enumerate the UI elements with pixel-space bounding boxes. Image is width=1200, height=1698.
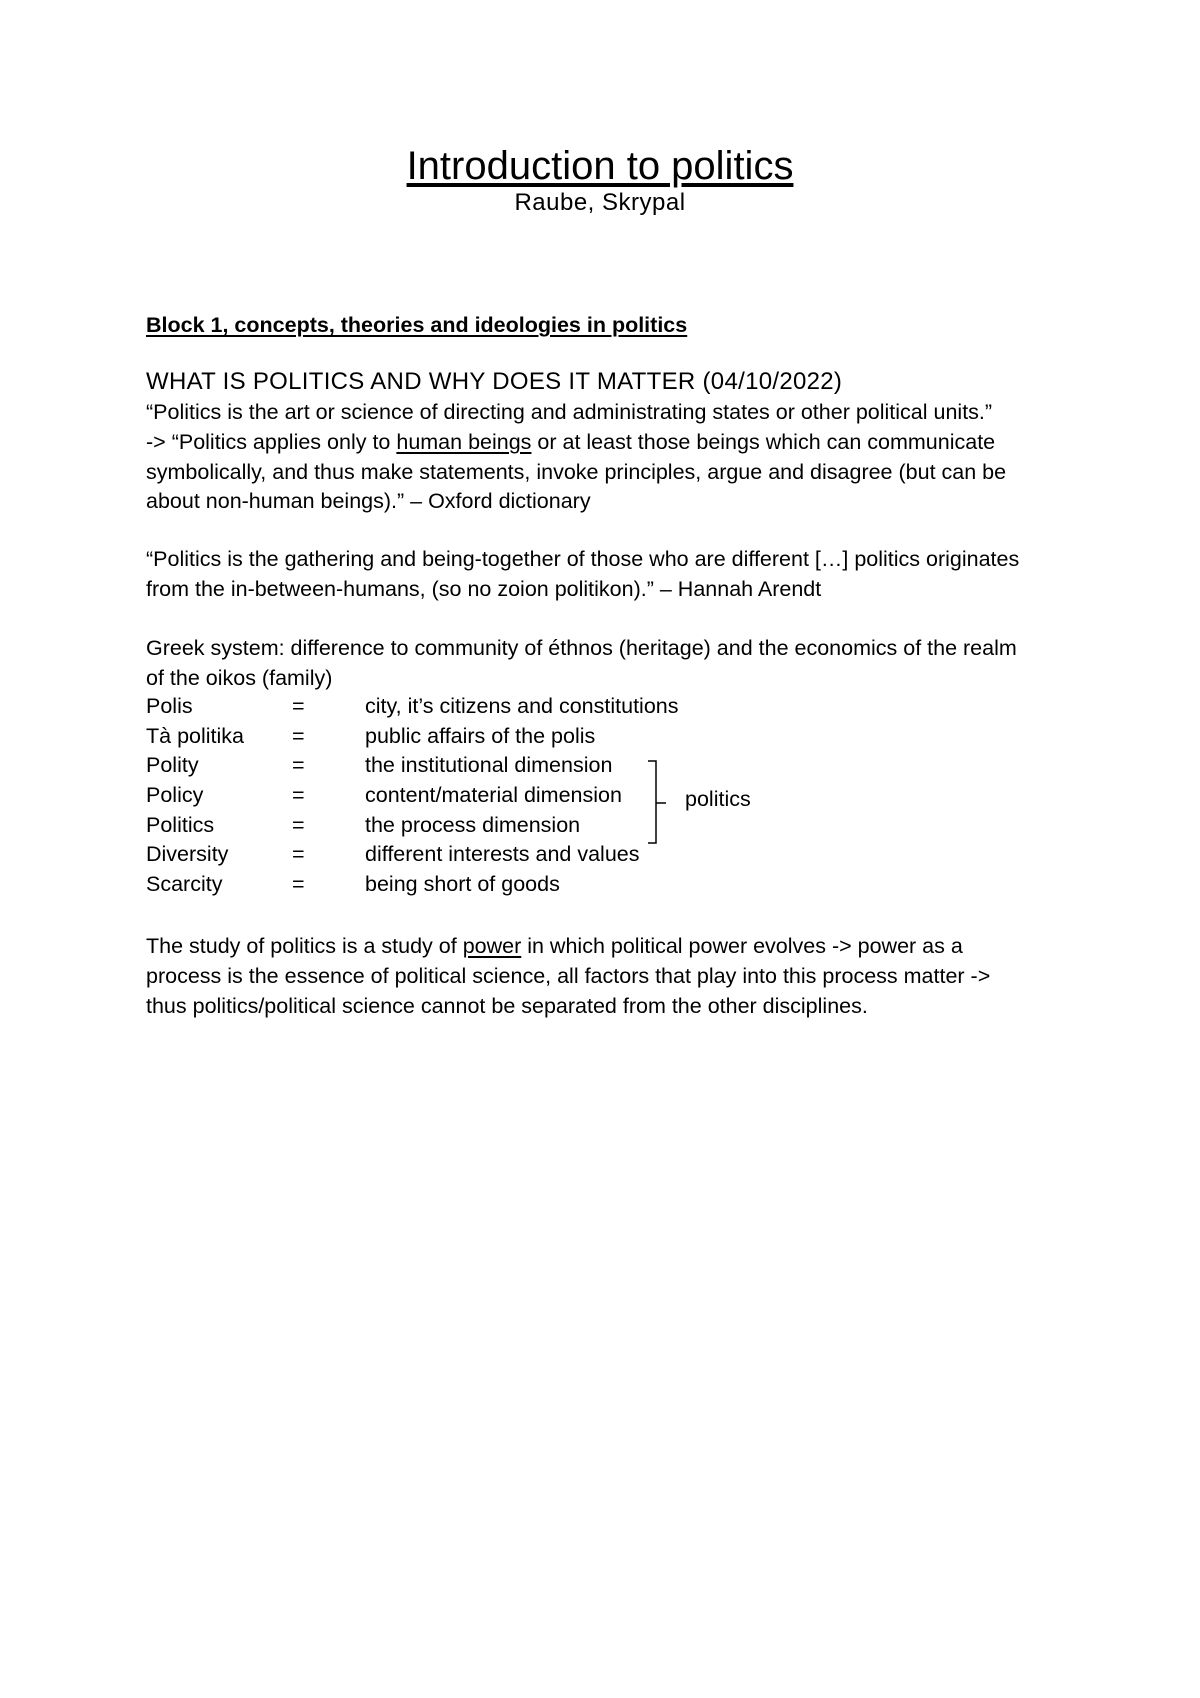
paragraph-line: process is the essence of political science, all factors that play into this process matter -> bbox=[146, 963, 991, 988]
equals-sign: = bbox=[292, 872, 305, 897]
definition-term: Polity bbox=[146, 753, 199, 778]
equals-sign: = bbox=[292, 723, 305, 748]
greek-system-paragraph bbox=[146, 634, 1076, 694]
oxford-quote-paragraph bbox=[146, 398, 1076, 517]
section-heading: WHAT IS POLITICS AND WHY DOES IT MATTER (04/10/2022) bbox=[146, 368, 843, 395]
definition-text: city, it’s citizens and constitutions bbox=[365, 694, 679, 718]
text-span: or at least those beings which can communicate bbox=[531, 429, 996, 454]
definition-term: Polis bbox=[146, 694, 193, 718]
definition-text: public affairs of the polis bbox=[365, 723, 596, 748]
bracket-label: politics bbox=[685, 787, 751, 811]
definition-row bbox=[146, 811, 1046, 841]
paragraph-line bbox=[146, 428, 1076, 458]
equals-sign: = bbox=[292, 694, 305, 718]
definition-term: Policy bbox=[146, 783, 204, 808]
conclusion-paragraph bbox=[146, 932, 1076, 1021]
definition-term: Politics bbox=[146, 812, 215, 837]
paragraph-line bbox=[146, 932, 1076, 962]
definition-row bbox=[146, 722, 1046, 752]
block-heading: Block 1, concepts, theories and ideologies in politics bbox=[146, 313, 688, 337]
underlined-term: power bbox=[462, 934, 522, 958]
paragraph-line: from the in-between-humans, (so no zoion politikon).” – Hannah Arendt bbox=[146, 576, 822, 601]
paragraph-line: about non-human beings).” – Oxford dictionary bbox=[146, 489, 591, 514]
underlined-term: human beings bbox=[396, 429, 532, 454]
equals-sign: = bbox=[292, 783, 305, 808]
text-span: -> “Politics applies only to bbox=[146, 429, 397, 454]
equals-sign: = bbox=[292, 753, 305, 778]
paragraph-line: “Politics is the art or science of directing and administrating states or other political units.” bbox=[146, 400, 993, 424]
definition-row bbox=[146, 870, 1046, 900]
definition-text: the process dimension bbox=[365, 812, 581, 837]
definition-row bbox=[146, 781, 1046, 811]
definition-text: different interests and values bbox=[365, 842, 640, 867]
arendt-quote-paragraph bbox=[146, 545, 1076, 605]
definitions-list bbox=[146, 692, 1046, 900]
right-brace-icon bbox=[646, 759, 670, 847]
definition-term: Scarcity bbox=[146, 872, 223, 897]
definition-row bbox=[146, 751, 1046, 781]
document-title: Introduction to politics bbox=[406, 144, 794, 188]
document-authors: Raube, Skrypal bbox=[514, 189, 686, 216]
definition-row bbox=[146, 692, 1046, 722]
paragraph-line: “Politics is the gathering and being-together of those who are different […] politics originates bbox=[146, 547, 1020, 571]
equals-sign: = bbox=[292, 842, 305, 867]
definition-term: Tà politika bbox=[146, 723, 244, 748]
definition-term: Diversity bbox=[146, 842, 229, 867]
paragraph-line: Greek system: difference to community of éthnos (heritage) and the economics of the realm bbox=[146, 636, 1017, 660]
definition-row bbox=[146, 840, 1046, 870]
definition-text: being short of goods bbox=[365, 872, 560, 897]
paragraph-line: symbolically, and thus make statements, invoke principles, argue and disagree (but can be bbox=[146, 459, 1007, 484]
paragraph-line: of the oikos (family) bbox=[146, 665, 333, 690]
definition-text: content/material dimension bbox=[365, 783, 622, 808]
paragraph-line: thus politics/political science cannot be separated from the other disciplines. bbox=[146, 993, 868, 1018]
definition-text: the institutional dimension bbox=[365, 753, 613, 778]
text-span: in which political power evolves -> power as a bbox=[521, 934, 963, 958]
equals-sign: = bbox=[292, 812, 305, 837]
text-span: The study of politics is a study of bbox=[146, 934, 463, 958]
